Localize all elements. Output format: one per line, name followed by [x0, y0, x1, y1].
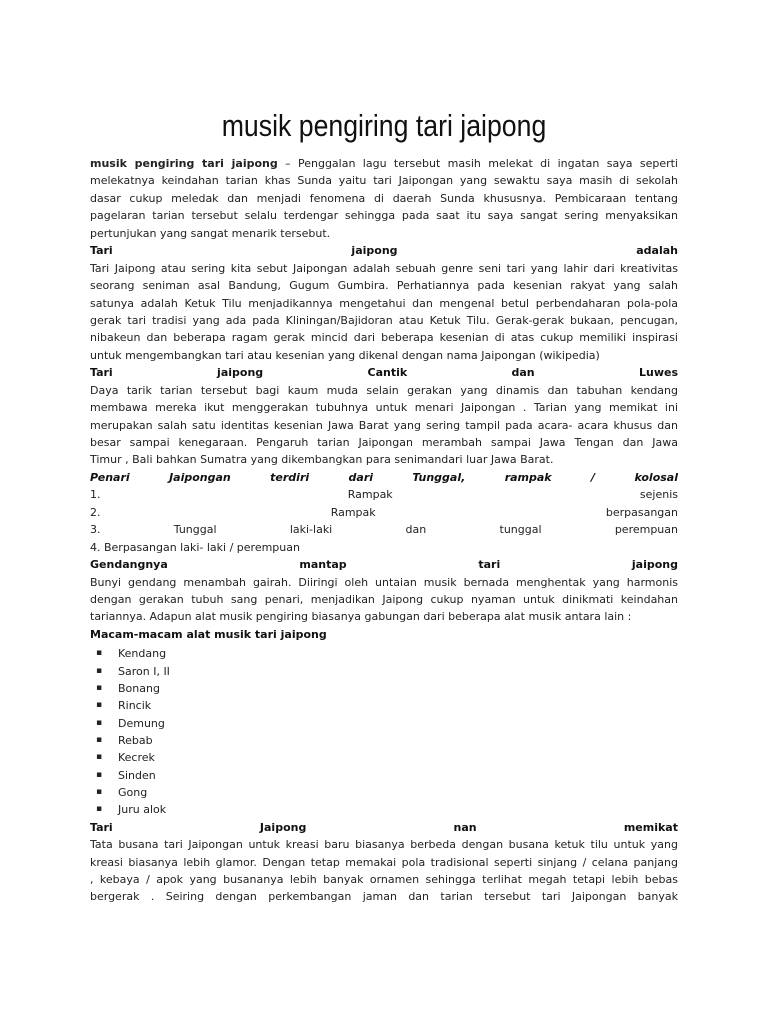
list-item	[90, 732, 678, 749]
list-item	[90, 801, 678, 818]
paragraph-line: merupakan salah satu identitas kesenian Jawa Barat yang sering tampil pada acara- acara khusus dan	[90, 418, 678, 432]
list-item	[90, 663, 678, 680]
list-item	[90, 697, 678, 714]
section-heading: Macam-macam alat musik tari jaipong	[90, 627, 327, 641]
bullet-icon: ▪	[96, 665, 103, 676]
numbered-item: 4. Berpasangan laki- laki / perempuan	[90, 540, 300, 554]
paragraph-line: bergerak . Seiring dengan perkembangan jaman dan tarian tersebut tari Jaipongan banyak	[90, 890, 678, 904]
bullet-icon: ▪	[96, 700, 103, 711]
paragraph-line: nibakeun dan beberapa ragam gerak mincid dari beberapa kesenian di atas cukup memiliki inspirasi	[90, 331, 678, 345]
list-item-label: Sinden	[118, 768, 156, 782]
paragraph-line: Bunyi gendang menambah gairah. Diiringi oleh untaian musik bernada menghentak yang harmonis	[90, 575, 678, 589]
intro-line: pagelaran tarian tersebut selalu terdengar sehingga pada saat itu saya sangat sering menyaksikan	[90, 209, 678, 223]
bullet-icon: ▪	[96, 769, 103, 780]
paragraph-line: dengan gerakan tubuh sang penari, menjadikan Jaipong cukup nyaman untuk dinikmati keindahan	[90, 592, 678, 606]
bullet-icon: ▪	[96, 734, 103, 745]
list-item	[90, 749, 678, 766]
section-heading: Tari Jaipong nan memikat	[90, 820, 678, 834]
bullet-icon: ▪	[96, 787, 103, 797]
numbered-item: 2. Rampak berpasangan	[90, 505, 678, 519]
paragraph-line: kreasi biasanya lebih glamor. Dengan tetap memakai pola tradisional seperti sinjang / celana panjang	[90, 855, 678, 869]
document-body	[90, 155, 678, 906]
list-item-label: Demung	[118, 716, 165, 730]
intro-line: dasar cukup meledak dan menjadi fenomena di daerah Sunda khususnya. Pembicaraan tentang	[90, 191, 678, 205]
paragraph-line: besar sampai kenegaraan. Pengaruh tarian Jaipongan merambah sampai Jawa Tengan dan Jawa	[90, 436, 678, 449]
paragraph-line: Tari Jaipong atau sering kita sebut Jaipongan adalah sebuah genre seni tari yang lahir dari kreativitas	[90, 261, 678, 275]
paragraph-line: gerak tari tradisi yang ada pada Kliningan/Bajidoran atau Ketuk Tilu. Gerak-gerak bukaan, pencugan,	[90, 313, 678, 327]
paragraph-line: Timur , Bali bahkan Sumatra yang dikembangkan para senimandari luar Jawa Barat.	[90, 453, 554, 467]
intro-lead: musik pengiring tari jaipong	[90, 157, 278, 170]
list-item-label: Gong	[118, 786, 148, 799]
paragraph-line: tariannya. Adapun alat musik pengiring biasanya gabungan dari beberapa alat musik antara lain :	[90, 610, 632, 624]
paragraph-line: seorang seniman asal Bandung, Gugum Gumbira. Perhatiannya pada kesenian rakyat yang salah	[90, 279, 678, 293]
list-item-label: Kendang	[118, 647, 167, 661]
section-heading: Tari jaipong adalah	[90, 244, 678, 258]
intro-line: musik pengiring tari jaipong – Penggalan lagu tersebut masih melekat di ingatan saya seperti	[90, 157, 678, 170]
intro-line: pertunjukan yang sangat menarik tersebut.	[90, 226, 331, 240]
bullet-icon: ▪	[96, 648, 103, 659]
bullet-icon: ▪	[96, 752, 103, 763]
section-heading: Gendangnya mantap tari jaipong	[90, 558, 678, 572]
bullet-icon: ▪	[96, 804, 103, 815]
bullet-icon: ▪	[96, 682, 103, 693]
list-item-label: Bonang	[118, 681, 160, 695]
list-item	[90, 784, 678, 801]
list-item-label: Kecrek	[118, 751, 155, 765]
list-item-label: Juru alok	[118, 803, 167, 817]
list-item-label: Rincik	[118, 699, 152, 713]
list-item	[90, 645, 678, 662]
paragraph-line: untuk mengembangkan tari atau kesenian yang dikenal dengan nama Jaipongan (wikipedia)	[90, 348, 600, 362]
list-item-label: Rebab	[118, 733, 153, 747]
paragraph-line: Tata busana tari Jaipongan untuk kreasi baru biasanya berbeda dengan busana ketuk tilu untuk yang	[90, 838, 678, 852]
numbered-item: 3. Tunggal laki-laki dan tunggal perempuan	[90, 523, 678, 537]
section-heading: Tari jaipong Cantik dan Luwes	[90, 366, 678, 380]
section-heading: Penari Jaipongan terdiri dari Tunggal, rampak / kolosal	[90, 470, 678, 484]
numbered-item: 1. Rampak sejenis	[90, 488, 678, 502]
paragraph-line: membawa mereka ikut menggerakan tubuhnya untuk menari Jaipongan . Tarian yang memikat ini	[90, 401, 678, 415]
instrument-list	[90, 645, 678, 818]
page-title: musik pengiring tari jaipong	[221, 108, 547, 143]
paragraph-line: satunya adalah Ketuk Tilu menjadikannya mengetahui dan mengenal betul perbendaharan pola-pola	[90, 296, 678, 310]
list-item	[90, 715, 678, 732]
list-item	[90, 680, 678, 697]
paragraph-line: , kebaya / apok yang busananya lebih banyak ornamen sehingga terlihat megah tetapi lebih bebas	[90, 873, 678, 886]
paragraph-line: Daya tarik tarian tersebut bagi kaum muda selain gerakan yang dinamis dan tabuhan kendang	[90, 383, 678, 397]
list-item-label: Saron I, II	[118, 664, 170, 678]
intro-line: melekatnya keindahan tarian khas Sunda yaitu tari Jaipongan yang sewaktu saya masih di sekolah	[90, 174, 678, 188]
list-item	[90, 767, 678, 784]
bullet-icon: ▪	[96, 717, 103, 728]
